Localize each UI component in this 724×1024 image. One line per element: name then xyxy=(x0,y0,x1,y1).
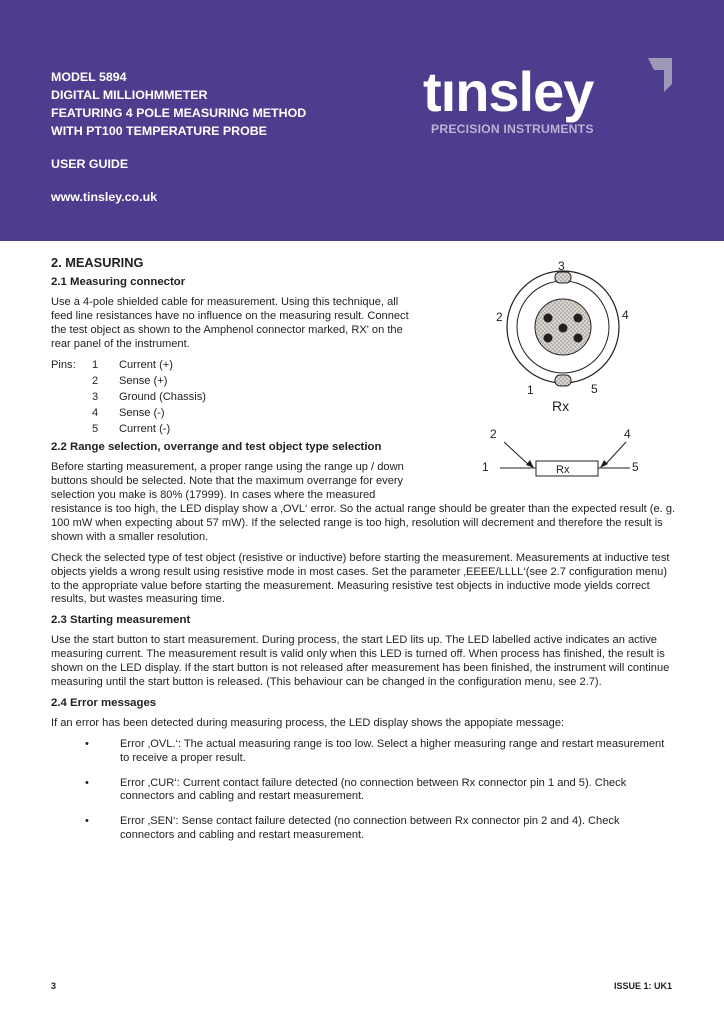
error-list xyxy=(51,738,676,843)
connector-paragraph: Use a 4-pole shielded cable for measurement. Using this technique, all feed line resistances have no influence on the measuring result. Connect the test object as shown to the Amphenol connector marked, RX' on the rear panel of the instrument. xyxy=(51,295,409,350)
website-link[interactable]: www.tinsley.co.uk xyxy=(51,190,158,204)
section-title: 2. MEASURING xyxy=(51,255,144,270)
resistor-pin-4: 4 xyxy=(624,427,631,441)
issue-label: ISSUE 1: UK1 xyxy=(613,981,672,991)
probe-line: WITH PT100 TEMPERATURE PROBE xyxy=(51,124,267,138)
model-line: MODEL 5894 xyxy=(51,70,127,84)
amphenol-connector-drawing xyxy=(507,271,619,386)
user-guide-label: USER GUIDE xyxy=(51,157,129,171)
connector-pin-1: 1 xyxy=(527,383,534,397)
subsection-title-2-2: 2.2 Range selection, overrange and test object type selection xyxy=(51,441,382,454)
range-line: Before starting measurement, a proper range using the range up / down xyxy=(51,461,404,474)
pin-name: Ground (Chassis) xyxy=(119,391,206,404)
pin-name: Current (+) xyxy=(119,359,173,372)
list-item xyxy=(51,777,676,805)
subsection-title-2-4: 2.4 Error messages xyxy=(51,696,157,709)
logo-subtitle: PRECISION INSTRUMENTS xyxy=(431,122,594,136)
error-cur-text: Error ‚CUR‘: Current contact failure detected (no connection between Rx connector pin 1 and 5). Check connectors and cabling and restart measurement. xyxy=(120,776,627,803)
pin-number: 2 xyxy=(92,375,99,388)
range-paragraph-rest: resistance is too high, the LED display show a ‚OVL‘ error. So the actual range should be greater than the expected result (e. g. 100 mW when expecting about 57 mW). If the selected range is too high, resolution will decrement and therefore the result is shown with a smaller resolution. xyxy=(51,503,676,543)
connector-pin-4: 4 xyxy=(622,308,629,322)
connector-pin-5: 5 xyxy=(591,382,598,396)
connector-diagram xyxy=(474,254,674,494)
page-number: 3 xyxy=(51,981,57,991)
pin-name: Sense (-) xyxy=(119,406,165,419)
starting-paragraph: Use the start button to start measurement. During process, the start LED lits up. The LED labelled active indicates an active measuring current. The measurement result is valid only when this LED is turned off. When process has finished, the result is shown on the LED display. If the start button is not released after measurement has been finished, the instrument will continue measuring until the start button is released. (This behaviour can be changed in the configuration menu, see 2.7). xyxy=(51,634,670,689)
pin-number: 3 xyxy=(92,391,99,404)
range-line: buttons should be selected. Note that the maximum overrange for every xyxy=(51,475,404,488)
header-band xyxy=(0,0,724,241)
feature-line: FEATURING 4 POLE MEASURING METHOD xyxy=(51,106,307,120)
pin-number: 5 xyxy=(92,422,99,435)
tinsley-logo: tınsley xyxy=(423,60,594,123)
header-title-block xyxy=(51,68,306,206)
connector-name: Rx xyxy=(552,398,570,414)
connector-pin-3: 3 xyxy=(558,259,565,273)
error-sen-text: Error ‚SEN‘: Sense contact failure detected (no connection between Rx connector pin 2 and 4). Check connectors and cabling and restart measurement. xyxy=(120,815,620,842)
pins-label: Pins: xyxy=(51,359,76,372)
pin-number: 4 xyxy=(92,406,99,419)
logo-arrow-icon xyxy=(644,58,672,92)
connector-pin-2: 2 xyxy=(496,310,503,324)
error-intro: If an error has been detected during measuring process, the LED display shows the appopiate message: xyxy=(51,716,565,729)
test-object-paragraph: Check the selected type of test object (resistive or inductive) before starting the measurement. Measurements at inductive test objects yields a wrong result using resistive mode in most cases. Set the parameter ‚EEEE/LLLL‘(see 2.7 configuration menu) to the appropriate value before starting the measurement. Measuring resistive test objects in inductive mode yields correct results, but wastes measuring time. xyxy=(51,551,670,606)
list-item xyxy=(51,815,676,843)
range-line: selection you make is 80% (17999). In cases where the measured xyxy=(51,489,376,502)
product-line: DIGITAL MILLIOHMMETER xyxy=(51,88,208,102)
resistor-pin-5: 5 xyxy=(632,460,639,474)
bullet-icon: • xyxy=(85,737,89,750)
resistor-pin-1: 1 xyxy=(482,460,489,474)
bullet-icon: • xyxy=(85,776,89,789)
subsection-title-2-3: 2.3 Starting measurement xyxy=(51,614,191,627)
resistor-name: Rx xyxy=(556,464,570,476)
pin-name: Sense (+) xyxy=(119,375,168,388)
error-ovl-text: Error ‚OVL.‘: The actual measuring range is too low. Select a higher measuring range and restart measurement to receive a proper result. xyxy=(120,737,665,764)
list-item xyxy=(51,738,676,766)
pin-name: Current (-) xyxy=(119,422,171,435)
subsection-title-2-1: 2.1 Measuring connector xyxy=(51,275,186,288)
pin-number: 1 xyxy=(92,359,99,372)
resistor-pin-2: 2 xyxy=(490,427,497,441)
bullet-icon: • xyxy=(85,815,89,828)
